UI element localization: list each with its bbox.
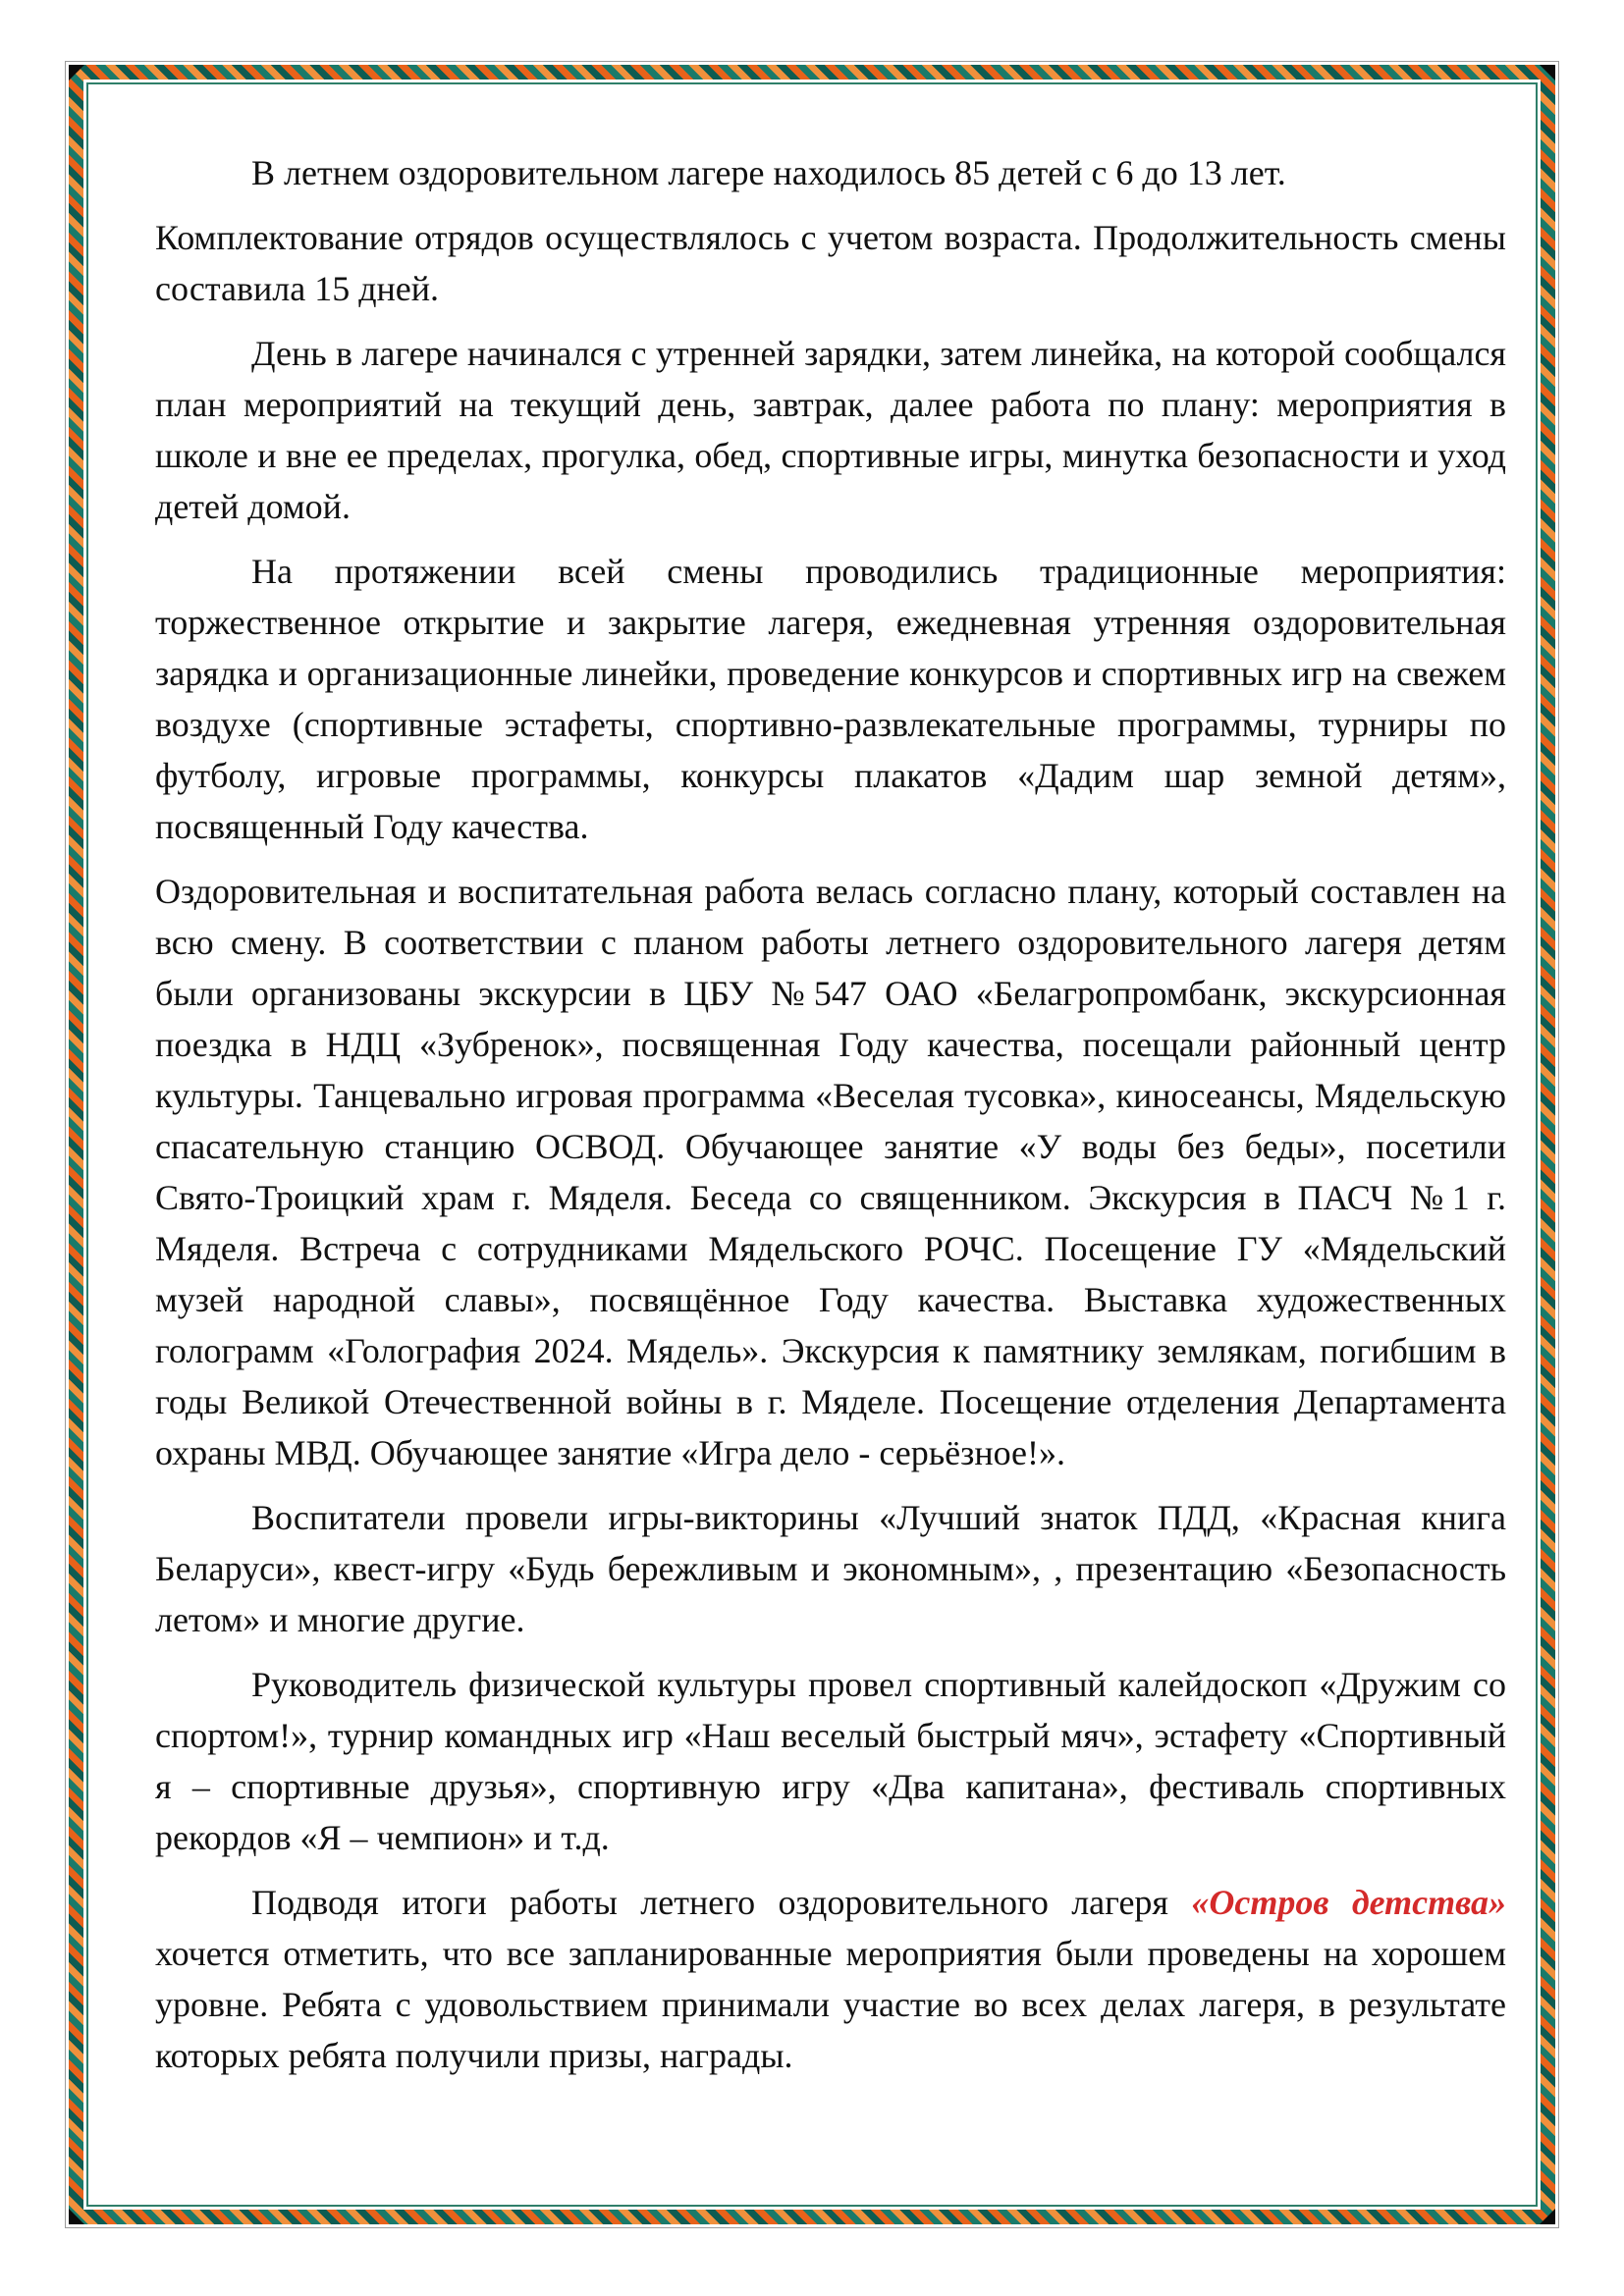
- paragraph-summary: [155, 1877, 1506, 2081]
- paragraph-squads: Комплектование отрядов осуществлялось с учетом возраста. Продолжительность смены составила 15 дней.: [155, 218, 1506, 308]
- paragraph-sports: Руководитель физической культуры провел спортивный калейдоскоп «Дружим со спортом!», турнир командных игр «Наш веселый быстрый мяч», эстафету «Спортивный я – спортивные друзья», спортивную игру «Два капитана», фестиваль спортивных рекордов «Я – чемпион» и т.д.: [155, 1665, 1506, 1857]
- paragraph-educators: Воспитатели провели игры-викторины «Лучший знаток ПДД, «Красная книга Беларуси», квест-игру «Будь бережливым и экономным», , презентацию «Безопасность летом» и многие другие.: [155, 1498, 1506, 1639]
- paragraph-camp-intro: В летнем оздоровительном лагере находилось 85 детей с 6 до 13 лет.: [251, 153, 1286, 192]
- document-body: [155, 147, 1506, 2095]
- camp-name-highlight: «Остров детства»: [1191, 1883, 1506, 1922]
- summary-text-after: хочется отметить, что все запланированные мероприятия были проведены на хорошем уровне. Ребята с удовольствием принимали участие во всех делах лагеря, в результате которых ребята получили призы, награды.: [155, 1934, 1506, 2075]
- paragraph-daily-routine: День в лагере начинался с утренней зарядки, затем линейка, на которой сообщался план мероприятий на текущий день, завтрак, далее работа по плану: мероприятия в школе и вне ее пределах, прогулка, обед, спортивные игры, минутка безопасности и уход детей домой.: [155, 334, 1506, 526]
- summary-text-before: Подводя итоги работы летнего оздоровительного лагеря: [251, 1883, 1192, 1922]
- paragraph-excursions: Оздоровительная и воспитательная работа велась согласно плану, который составлен на всю смену. В соответствии с планом работы летнего оздоровительного лагеря детям были организованы экскурсии в ЦБУ №547 ОАО «Белагропромбанк, экскурсионная поездка в НДЦ «Зубренок», посвященная Году качества, посещали районный центр культуры. Танцевально игровая программа «Веселая тусовка», киносеансы, Мядельскую спасательную станцию ОСВОД. Обучающее занятие «У воды без беды», посетили Свято-Троицкий храм г. Мяделя. Беседа со священником. Экскурсия в ПАСЧ №1 г. Мяделя. Встреча с сотрудниками Мядельского РОЧС. Посещение ГУ «Мядельский музей народной славы», посвящённое Году качества. Выставка художественных голограмм «Голография 2024. Мядель». Экскурсия к памятнику землякам, погибшим в годы Великой Отечественной войны в г. Мяделе. Посещение отделения Департамента охраны МВД. Обучающее занятие «Игра дело - серьёзное!».: [155, 872, 1506, 1472]
- paragraph-traditional-events: На протяжении всей смены проводились традиционные мероприятия: торжественное открытие и закрытие лагеря, ежедневная утренняя оздоровительная зарядка и организационные линейки, проведение конкурсов и спортивных игр на свежем воздухе (спортивные эстафеты, спортивно-развлекательные программы, турниры по футболу, игровые программы, конкурсы плакатов «Дадим шар земной детям», посвященный Году качества.: [155, 552, 1506, 846]
